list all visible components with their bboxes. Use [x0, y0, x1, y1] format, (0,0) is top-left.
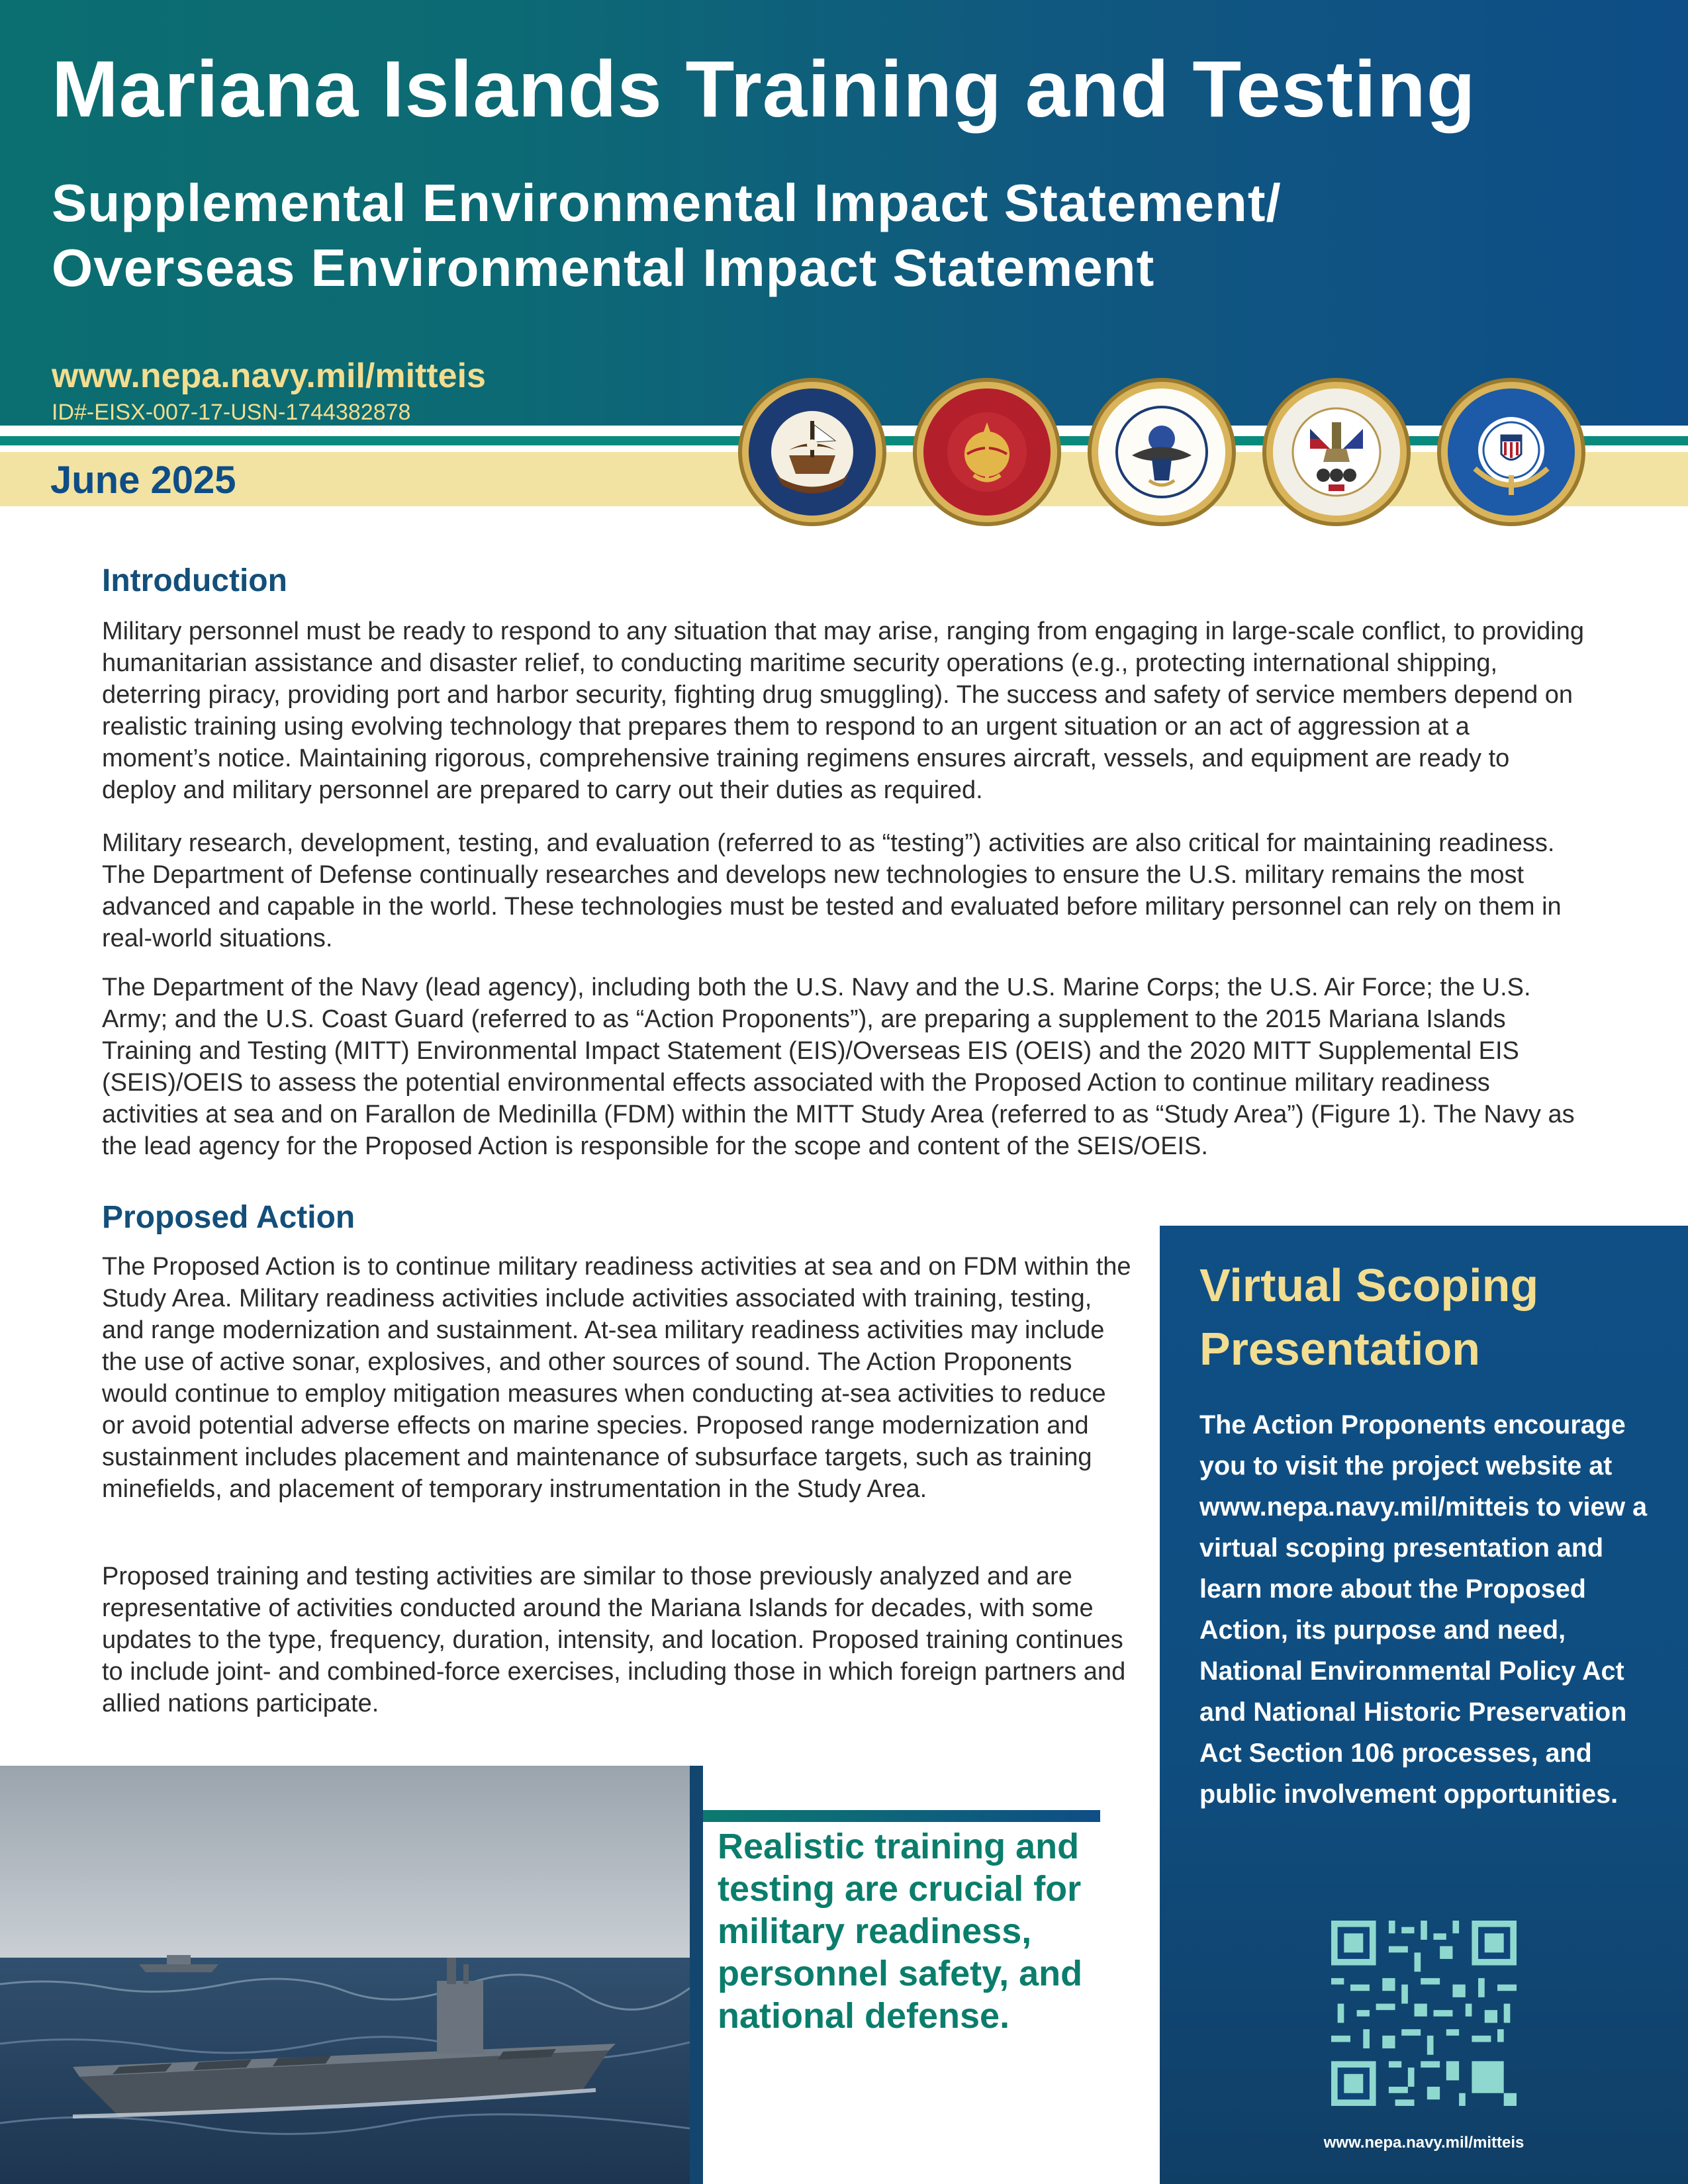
virtual-scoping-sidebar [1160, 1226, 1688, 2184]
qr-caption[interactable]: www.nepa.navy.mil/mitteis [1323, 2134, 1524, 2152]
air-force-seal-icon [1086, 376, 1238, 528]
proposed-action-paragraph-1: The Proposed Action is to continue military readiness activities at sea and on FDM within the Study Area. Military readiness activities include activities associated with training, testing, and range modernization and sustainment. At-sea military readiness activities may include the use of active sonar, explosives, and other sources of sound. The Action Proponents would continue to employ mitigation measures when conducting at-sea activities to reduce or avoid potential adverse effects on marine species. Proposed range modernization and sustainment includes placement and maintenance of subsurface targets, such as training minefields, and placement of temporary instrumentation in the Study Area. [102, 1253, 1131, 1503]
proposed-action-heading: Proposed Action [102, 1200, 355, 1235]
army-seal-icon [1260, 376, 1413, 528]
callout-rule [703, 1810, 1100, 1822]
project-website-link[interactable]: www.nepa.navy.mil/mitteis [52, 357, 486, 395]
intro-paragraph-1: Military personnel must be ready to respond to any situation that may arise, ranging from engaging in large-scale conflict, to providing humanitarian assistance and disaster relief, to conducting maritime security operations (e.g., protecting international shipping, deterring piracy, providing port and harbor security, fighting drug smuggling). The success and safety of service members depend on realistic training using evolving technology that prepares them to respond to an urgent situation or an act of aggression at a moment’s notice. Maintaining rigorous, comprehensive training regimens ensures aircraft, vessels, and equipment are ready to deploy and military personnel are prepared to carry out their duties as required. [102, 617, 1584, 804]
subtitle-line-2: Overseas Environmental Impact Statement [52, 238, 1155, 297]
publication-date: June 2025 [50, 459, 236, 502]
page-subtitle [52, 171, 1282, 300]
intro-paragraph-3: The Department of the Navy (lead agency), including both the U.S. Navy and the U.S. Marine Corps; the U.S. Air Force; the U.S. Army; and the U.S. Coast Guard (referred to as “Action Proponents”), are preparing a supplement to the 2015 Mariana Islands Training and Testing (MITT) Environmental Impact Statement (EIS)/Overseas EIS (OEIS) and the 2020 MITT Supplemental EIS (SEIS)/OEIS to assess the potential environmental effects associated with the Proposed Action to continue military readiness activities at sea and on Farallon de Medinilla (FDM) within the MITT Study Area (referred to as “Study Area”) (Figure 1). The Navy as the lead agency for the Proposed Action is responsible for the scope and content of the SEIS/OEIS. [102, 974, 1575, 1160]
qr-code-icon[interactable] [1331, 1921, 1517, 2106]
page-title: Mariana Islands Training and Testing [52, 44, 1476, 134]
introduction-heading: Introduction [102, 563, 287, 598]
subtitle-line-1: Supplemental Environmental Impact Statement/ [52, 173, 1282, 232]
sidebar-body: The Action Proponents encourage you to visit the project website at www.nepa.navy.mil/mitteis to view a virtual scoping presentation and learn more about the Proposed Action, its purpose and need, National Environmental Policy Act and National Historic Preservation Act Section 106 processes, and public involvement opportunities. [1199, 1410, 1648, 1809]
proposed-action-paragraph-2: Proposed training and testing activities are similar to those previously analyzed and are representative of activities conducted around the Mariana Islands for decades, with some updates to the type, frequency, duration, intensity, and location. Proposed training continues to include joint- and combined-force exercises, including those in which foreign partners and allied nations participate. [102, 1563, 1126, 1717]
coast-guard-seal-icon [1435, 376, 1587, 528]
aircraft-carrier-photo [0, 1766, 690, 2184]
photo-accent-bar [690, 1766, 703, 2184]
callout-quote: Realistic training and testing are crucial for military readiness, personnel safety, and national defense. [718, 1827, 1083, 2036]
document-id: ID#-EISX-007-17-USN-1744382878 [52, 400, 411, 425]
header-banner [0, 0, 1688, 426]
navy-seal-icon [736, 376, 888, 528]
marine-corps-seal-icon [911, 376, 1063, 528]
intro-paragraph-2: Military research, development, testing, and evaluation (referred to as “testing”) activities are also critical for maintaining readiness. The Department of Defense continually researches and develops new technologies to ensure the U.S. military remains the most advanced and capable in the world. These technologies must be tested and evaluated before military personnel can rely on them in real-world situations. [102, 829, 1562, 952]
sidebar-heading: Virtual Scoping Presentation [1199, 1259, 1539, 1375]
